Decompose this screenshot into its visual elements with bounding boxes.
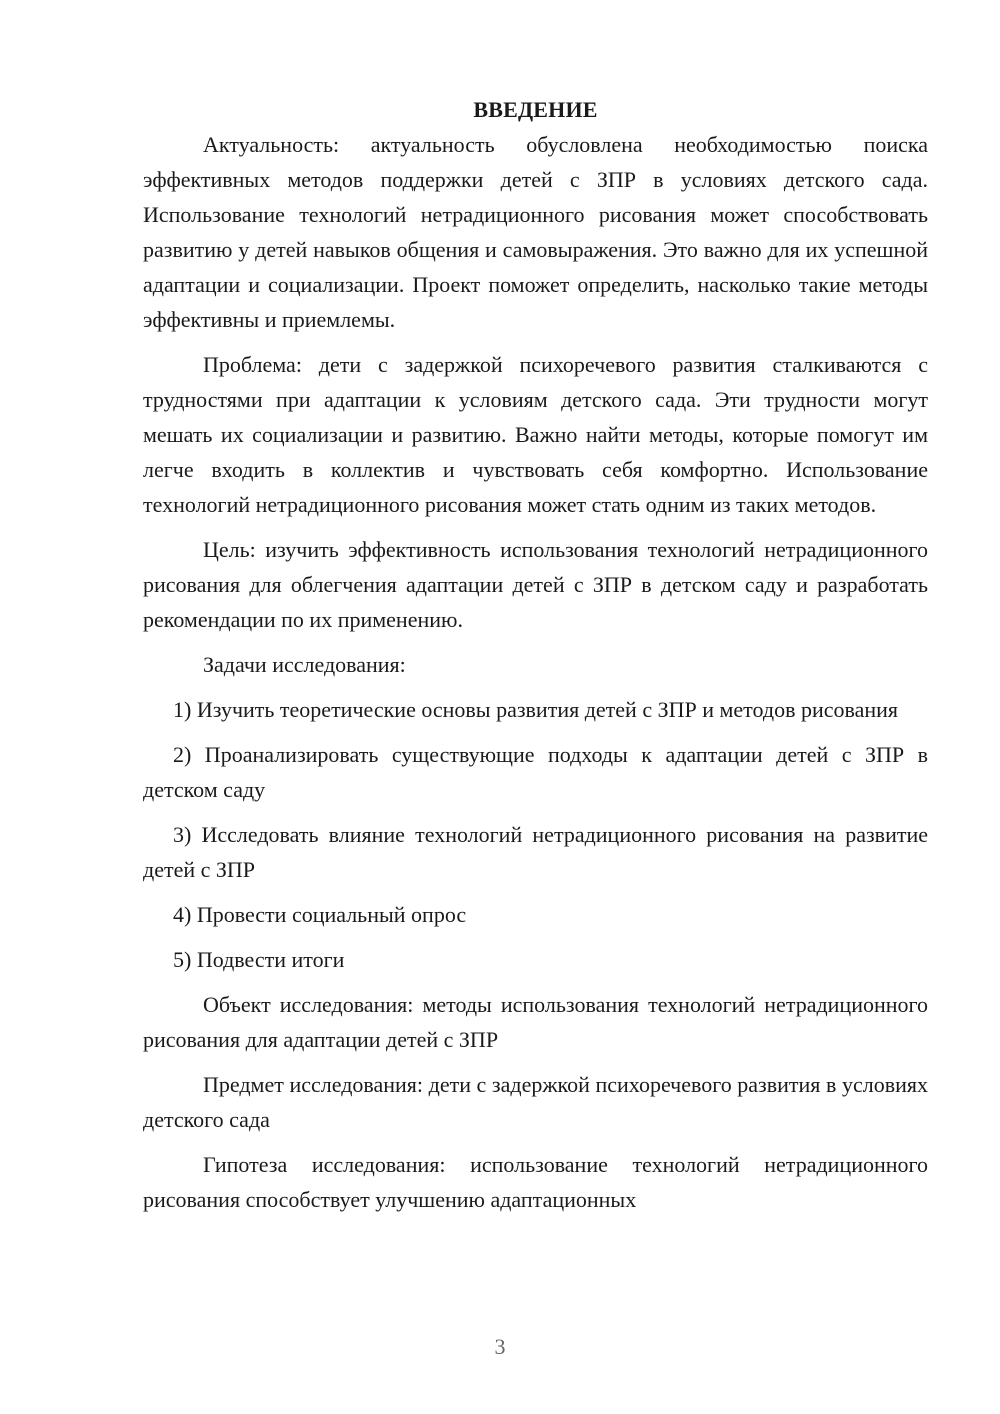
document-page	[143, 92, 928, 1227]
paragraph-object: Объект исследования: методы использования технологий нетрадиционного рисования для адаптации детей с ЗПР	[143, 992, 928, 1052]
task-item: 2) Проанализировать существующие подходы к адаптации детей с ЗПР в детском саду	[143, 742, 928, 802]
task-item: 1) Изучить теоретические основы развития детей с ЗПР и методов рисования	[173, 697, 899, 722]
section-title: ВВЕДЕНИЕ	[473, 97, 598, 122]
paragraph-goal: Цель: изучить эффективность использования технологий нетрадиционного рисования для облегчения адаптации детей с ЗПР в детском саду и разработать рекомендации по их применению.	[143, 537, 928, 632]
task-item: 5) Подвести итоги	[173, 947, 345, 972]
paragraph-problem: Проблема: дети с задержкой психоречевого развития сталкиваются с трудностями при адаптации к условиям детского сада. Эти трудности могут мешать их социализации и развитию. Важно найти методы, которые помогут им легче входить в коллектив и чувствовать себя комфортно. Использование технологий нетрадиционного рисования может стать одним из таких методов.	[143, 352, 928, 517]
page-number: 3	[494, 1334, 506, 1359]
paragraph-tasks-heading: Задачи исследования:	[203, 652, 406, 677]
paragraph-hypothesis: Гипотеза исследования: использование технологий нетрадиционного рисования способствует улучшению адаптационных	[143, 1152, 928, 1212]
task-item: 4) Провести социальный опрос	[173, 902, 467, 927]
task-item: 3) Исследовать влияние технологий нетрадиционного рисования на развитие детей с ЗПР	[143, 822, 928, 882]
paragraph-relevance: Актуальность: актуальность обусловлена необходимостью поиска эффективных методов поддержки детей с ЗПР в условиях детского сада. Использование технологий нетрадиционного рисования может способствовать развитию у детей навыков общения и самовыражения. Это важно для их успешной адаптации и социализации. Проект поможет определить, насколько такие методы эффективны и приемлемы.	[143, 132, 928, 332]
paragraph-subject: Предмет исследования: дети с задержкой психоречевого развития в условиях детского сада	[143, 1072, 928, 1132]
